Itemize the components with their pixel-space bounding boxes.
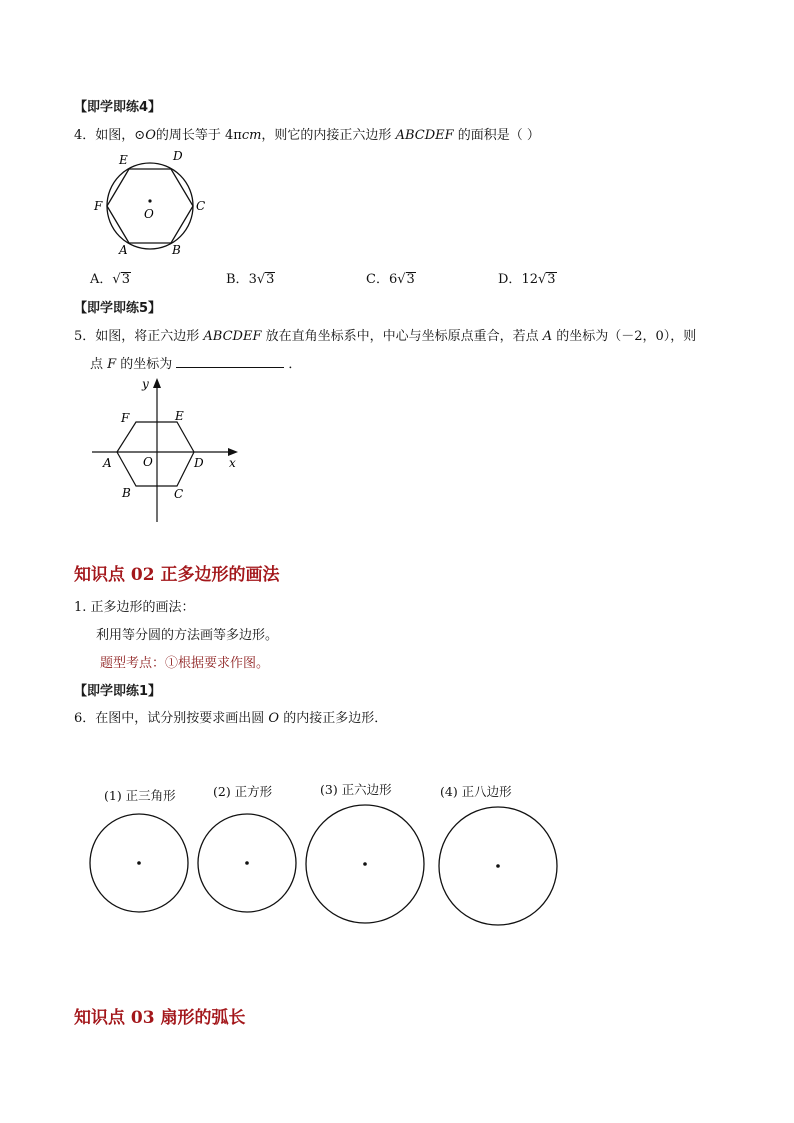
- question-5-mid: 放在直角坐标系中，中心与坐标原点重合，若点: [261, 329, 543, 344]
- label-e: E: [175, 409, 184, 423]
- question-5-line2-mid: 的坐标为: [116, 357, 173, 372]
- practice-tag-1: 【即学即练1】: [74, 684, 162, 699]
- question-6: [74, 707, 387, 726]
- point-f: F: [107, 357, 117, 372]
- hexagon-in-circle-figure: [86, 146, 220, 260]
- question-5-line2-prefix: 点: [90, 357, 108, 372]
- section-02-item1-desc: 利用等分圆的方法画等多边形。: [96, 628, 279, 643]
- option-letter: D．: [498, 272, 522, 287]
- center-dot: [496, 864, 500, 868]
- regular-hexagon: [107, 169, 193, 243]
- label-b: B: [122, 486, 131, 500]
- option-letter: C．: [366, 272, 389, 287]
- label-y: y: [142, 377, 149, 391]
- circumscribed-circle: [107, 163, 193, 249]
- drawing-circles: [80, 800, 570, 930]
- question-4-suffix: 的面积是（ ）: [453, 128, 540, 143]
- regular-hexagon: [117, 422, 194, 486]
- label-f: F: [121, 411, 130, 425]
- option-a: A．√3: [90, 272, 130, 287]
- option-radicand: 3: [266, 272, 275, 287]
- option-radicand: 3: [547, 272, 556, 287]
- hexagon-name: ABCDEF: [203, 329, 262, 344]
- x-axis-arrow: [228, 448, 238, 456]
- section-title-02: 知识点 02 正多边形的画法: [74, 565, 280, 585]
- center-dot: [363, 862, 367, 866]
- question-5-prefix: 5．如图，将正六边形: [74, 329, 204, 344]
- practice-tag-5: 【即学即练5】: [74, 301, 162, 316]
- section-title-03: 知识点 03 扇形的弧长: [74, 1008, 246, 1028]
- question-4-mid: 的周长等于 4π: [155, 128, 242, 143]
- label-o: O: [144, 207, 154, 221]
- label-a: A: [119, 243, 128, 257]
- caption-square: (2) 正方形: [213, 784, 273, 799]
- label-f: F: [94, 199, 103, 213]
- label-x: x: [229, 456, 236, 470]
- label-o: O: [143, 455, 153, 469]
- question-5-line1: [74, 325, 696, 344]
- circle-name: O: [268, 711, 280, 726]
- label-d: D: [173, 149, 183, 163]
- caption-hexagon: (3) 正六边形: [320, 782, 392, 797]
- question-5-suffix: 的坐标为（－2，0），则: [552, 329, 697, 344]
- center-dot: [245, 861, 249, 865]
- label-e: E: [119, 153, 128, 167]
- center-point: [148, 199, 151, 202]
- label-c: C: [196, 199, 206, 213]
- label-d: D: [194, 456, 204, 470]
- question-6-prefix: 6．在图中，试分别按要求画出圆: [74, 711, 269, 726]
- option-radicand: 3: [121, 272, 130, 287]
- label-c: C: [174, 487, 184, 501]
- section-02-item1: 1. 正多边形的画法：: [74, 600, 195, 615]
- question-5-line2-suffix: ．: [288, 357, 302, 372]
- option-b: B．3√3: [226, 272, 275, 287]
- label-a: A: [103, 456, 112, 470]
- question-5-line2: [90, 353, 301, 372]
- option-coef: 12: [521, 272, 538, 287]
- question-6-suffix: 的内接正多边形．: [279, 711, 388, 726]
- caption-triangle: (1) 正三角形: [104, 788, 176, 803]
- circle-symbol: ⊙: [134, 128, 146, 143]
- point-a: A: [542, 329, 553, 344]
- y-axis-arrow: [153, 378, 161, 388]
- option-coef: 3: [248, 272, 257, 287]
- question-4-prefix: 4．如图，: [74, 128, 135, 143]
- label-b: B: [172, 243, 181, 257]
- option-letter: A．: [90, 272, 113, 287]
- option-d: D．12√3: [498, 272, 556, 287]
- circle-name: O: [145, 128, 156, 143]
- answer-blank[interactable]: [176, 355, 284, 368]
- unit: cm: [241, 128, 262, 143]
- question-4: [74, 124, 540, 143]
- center-dot: [137, 861, 141, 865]
- option-letter: B．: [226, 272, 249, 287]
- option-c: C．6√3: [366, 272, 415, 287]
- option-coef: 6: [388, 272, 398, 287]
- practice-tag-4: 【即学即练4】: [74, 100, 162, 115]
- exam-point-note: 题型考点：①根据要求作图。: [100, 656, 270, 671]
- hexagon-name: ABCDEF: [395, 128, 454, 143]
- coordinate-hexagon-figure: [90, 376, 250, 526]
- caption-octagon: (4) 正八边形: [440, 784, 512, 799]
- question-4-mid2: ，则它的内接正六边形: [261, 128, 396, 143]
- option-radicand: 3: [406, 272, 415, 287]
